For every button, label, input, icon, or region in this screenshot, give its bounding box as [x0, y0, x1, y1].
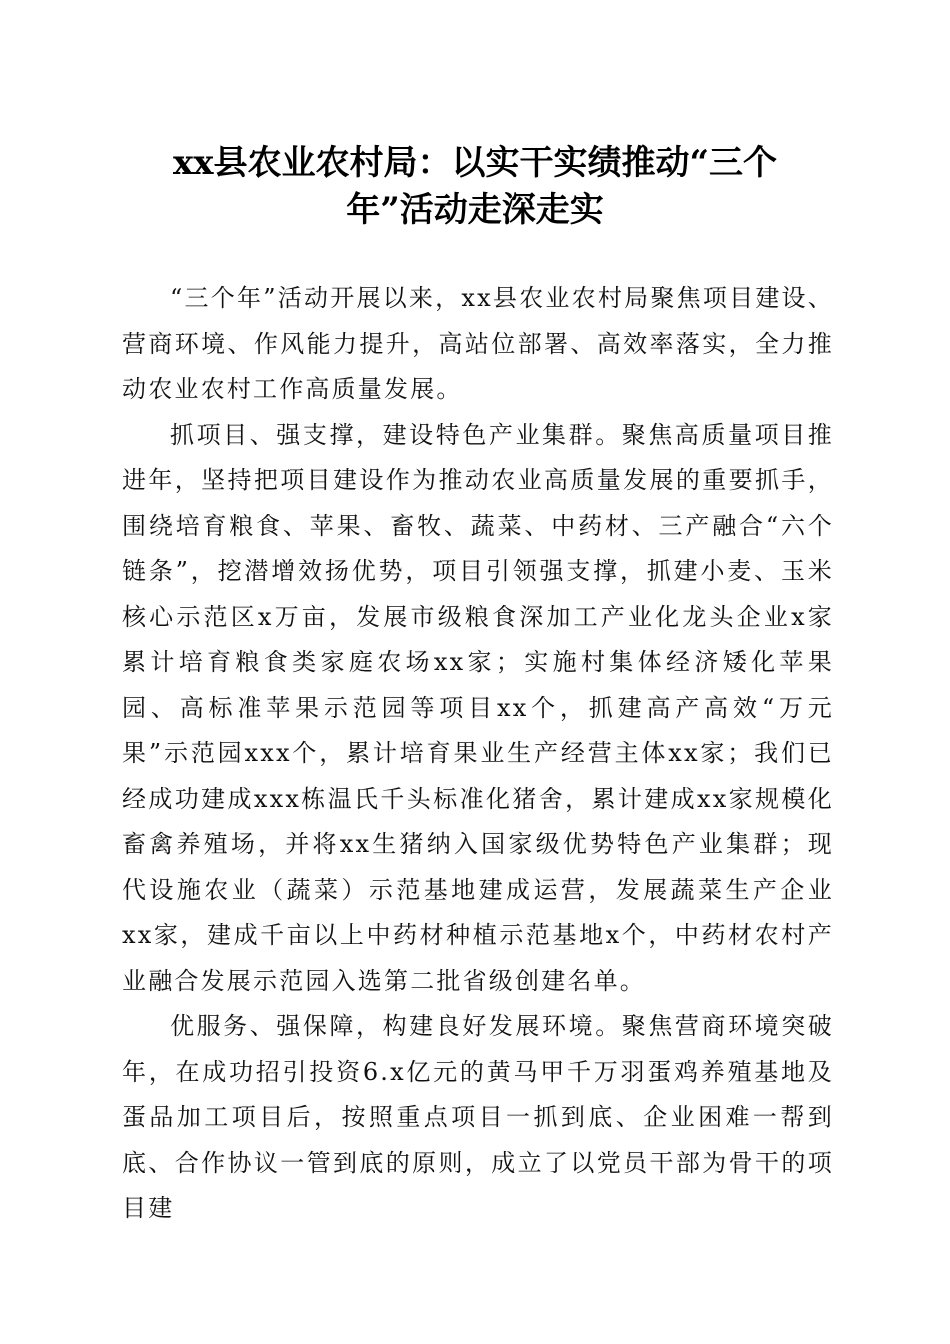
paragraph-intro: “三个年”活动开展以来，xx县农业农村局聚焦项目建设、营商环境、作风能力提升，高站位部署、高效率落实，全力推动农业农村工作高质量发展。: [122, 284, 834, 403]
title-line-1: xx县农业农村局：以实干实绩推动“三个: [172, 143, 778, 183]
document-body: [122, 276, 834, 1232]
title-line-2: 年”活动走深走实: [346, 190, 604, 230]
paragraph-services: 优服务、强保障，构建良好发展环境。聚焦营商环境突破年，在成功招引投资6.x亿元的黄马甲千万羽蛋鸡养殖基地及蛋品加工项目后，按照重点项目一抓到底、企业困难一帮到底、合作协议一管到底的原则，成立了以党员干部为骨干的项目建: [122, 1012, 834, 1222]
paragraph-projects: 抓项目、强支撑，建设特色产业集群。聚焦高质量项目推进年，坚持把项目建设作为推动农业高质量发展的重要抓手，围绕培育粮食、苹果、畜牧、蔬菜、中药材、三产融合“六个链条”，挖潜增效扬优势，项目引领强支撑，抓建小麦、玉米核心示范区x万亩，发展市级粮食深加工产业化龙头企业x家累计培育粮食类家庭农场xx家；实施村集体经济矮化苹果园、高标准苹果示范园等项目xx个，抓建高产高效“万元果”示范园xxx个，累计培育果业生产经营主体xx家；我们已经成功建成xxx栋温氏千头标准化猪舍，累计建成xx家规模化畜禽养殖场，并将xx生猪纳入国家级优势特色产业集群；现代设施农业（蔬菜）示范基地建成运营，发展蔬菜生产企业xx家，建成千亩以上中药材种植示范基地x个，中药材农村产业融合发展示范园入选第二批省级创建名单。: [122, 420, 834, 995]
document-title: [100, 140, 850, 234]
